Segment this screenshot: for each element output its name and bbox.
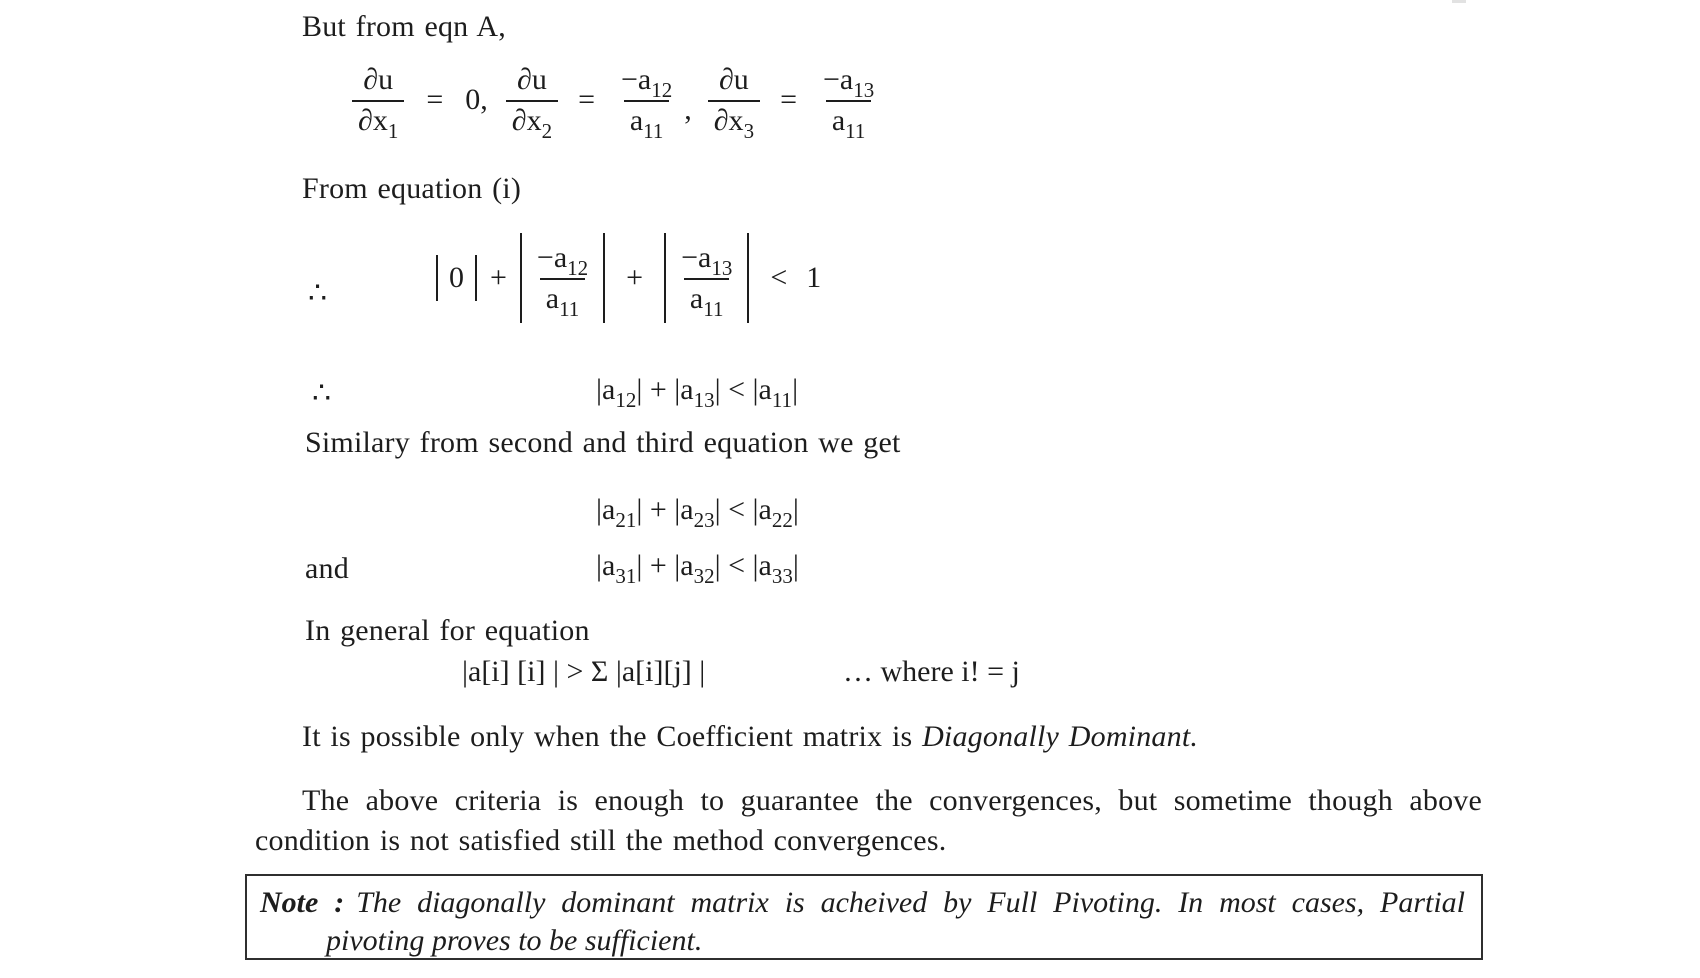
- note-label: Note :: [260, 886, 345, 919]
- subscript: 33: [771, 563, 793, 588]
- conclusion-text: It is possible only when the Coefficient matrix is: [302, 720, 923, 753]
- subscript: 11: [771, 387, 793, 412]
- numerator-text: ∂u: [363, 63, 394, 96]
- criteria-paragraph-line2: condition is not satisfied still the method convergences.: [255, 824, 947, 857]
- plus-sign: +: [490, 261, 507, 294]
- fraction-numerator: [531, 241, 594, 280]
- denominator-text: a: [629, 103, 644, 137]
- therefore-symbol: ∴: [312, 377, 332, 410]
- equals-sign: =: [578, 83, 595, 116]
- partial-x1-fraction: [352, 63, 404, 143]
- intro-text: But from eqn A,: [302, 10, 506, 43]
- denominator-text: a: [831, 103, 846, 137]
- zero-text: 0: [449, 261, 464, 294]
- subscript: 32: [693, 563, 715, 588]
- partial-x2-fraction: [506, 63, 558, 143]
- denominator-text: a: [689, 281, 704, 315]
- subscript: 31: [615, 563, 637, 588]
- math-text: | < |a: [714, 493, 772, 526]
- numerator-text: −a: [681, 241, 712, 274]
- sum-inequality-row: [308, 230, 868, 326]
- numerator-subscript: 13: [853, 77, 875, 102]
- numerator-text: ∂u: [718, 63, 749, 96]
- diagonally-dominant-emphasis: Diagonally Dominant.: [922, 720, 1199, 753]
- math-text: | < |a: [714, 373, 772, 406]
- math-text: |: [792, 493, 799, 526]
- general-inequality-expression: |a[i] [i] | > Σ |a[i][j] |: [462, 655, 706, 688]
- similary-text: Similary from second and third equation we get: [305, 426, 901, 459]
- ratio-a13-fraction: [817, 63, 880, 143]
- ratio-a12-fraction: [531, 241, 594, 321]
- conclusion-line: [302, 718, 1198, 756]
- fraction-denominator: [506, 100, 558, 143]
- general-inequality-row: [0, 654, 1700, 694]
- subscript: 21: [615, 507, 637, 532]
- denominator-text: a: [545, 281, 560, 315]
- sum-inequality-expression: [436, 230, 821, 326]
- fraction-numerator: [713, 63, 755, 97]
- note-text: The diagonally dominant matrix is acheived by Full Pivoting. In most cases, Partial: [356, 886, 1465, 919]
- comma: ,: [684, 93, 692, 126]
- numerator-subscript: 13: [711, 255, 733, 280]
- denominator-text: ∂x: [358, 103, 388, 137]
- numerator-subscript: 12: [651, 77, 673, 102]
- numerator-subscript: 12: [567, 255, 589, 280]
- fraction-numerator: [511, 63, 553, 97]
- equals-sign: =: [426, 83, 444, 116]
- denominator-subscript: 11: [643, 118, 664, 143]
- math-text: |a: [596, 549, 616, 582]
- row-inequality-2: [596, 492, 799, 532]
- fraction-denominator: [352, 100, 404, 143]
- in-general-text: In general for equation: [305, 614, 590, 647]
- therefore-symbol: ∴: [308, 277, 328, 310]
- ratio-a13-fraction: [675, 241, 738, 321]
- denominator-text: ∂x: [511, 103, 542, 137]
- row-inequality-1: [312, 372, 912, 412]
- fraction-denominator: [540, 278, 586, 321]
- abs-zero-term: [436, 255, 477, 301]
- numerator-text: −a: [822, 63, 854, 96]
- subscript: 12: [615, 387, 637, 412]
- denominator-subscript: 3: [743, 118, 755, 143]
- subscript: 23: [693, 507, 715, 532]
- math-text: | + |a: [636, 493, 694, 526]
- numerator-text: ∂u: [517, 63, 547, 96]
- math-text: | + |a: [636, 373, 694, 406]
- denominator-subscript: 11: [559, 296, 580, 321]
- general-inequality-condition: … where i! = j: [843, 655, 1020, 688]
- fraction-numerator: [675, 241, 738, 280]
- math-text: |: [792, 549, 799, 582]
- subscript: 22: [771, 507, 793, 532]
- inequality-expression: [596, 372, 799, 412]
- note-box: [245, 874, 1483, 960]
- equals-sign: =: [780, 83, 797, 116]
- partials-equation: [352, 58, 880, 142]
- note-line1: [260, 886, 1465, 920]
- subscript: 13: [693, 387, 715, 412]
- denominator-subscript: 11: [845, 118, 866, 143]
- math-text: | + |a: [636, 549, 694, 582]
- from-equation-text: From equation (i): [302, 172, 522, 205]
- fraction-denominator: [708, 100, 760, 143]
- denominator-subscript: 1: [387, 118, 399, 143]
- less-than-sign: <: [770, 261, 788, 294]
- numerator-text: −a: [536, 241, 568, 274]
- partial-x3-fraction: [708, 63, 760, 143]
- denominator-subscript: 11: [703, 296, 724, 321]
- row-inequality-3: [305, 548, 905, 588]
- plus-sign: +: [626, 261, 644, 294]
- math-text: |a: [596, 493, 616, 526]
- math-text: |: [792, 373, 799, 406]
- denominator-subscript: 2: [541, 118, 553, 143]
- abs-a13-term: [664, 233, 749, 323]
- note-line2: pivoting proves to be sufficient.: [326, 924, 703, 957]
- fraction-denominator: [684, 278, 730, 321]
- fraction-denominator: [826, 100, 872, 143]
- criteria-paragraph-line1: The above criteria is enough to guarantee the convergences, but sometime though above: [302, 784, 1482, 817]
- fraction-numerator: [615, 63, 678, 102]
- abs-a12-term: [520, 233, 605, 323]
- one-value: 1: [806, 261, 822, 294]
- zero-value: 0,: [465, 83, 488, 116]
- and-text: and: [305, 552, 349, 585]
- scan-artifact: [1452, 0, 1466, 3]
- fraction-denominator: [624, 100, 670, 143]
- fraction-numerator: [357, 63, 399, 97]
- denominator-text: ∂x: [713, 103, 744, 137]
- math-text: |a: [596, 373, 616, 406]
- inequality-expression: [596, 548, 799, 588]
- ratio-a12-fraction: [615, 63, 678, 143]
- fraction-numerator: [817, 63, 880, 102]
- math-text: | < |a: [714, 549, 772, 582]
- numerator-text: −a: [621, 63, 652, 96]
